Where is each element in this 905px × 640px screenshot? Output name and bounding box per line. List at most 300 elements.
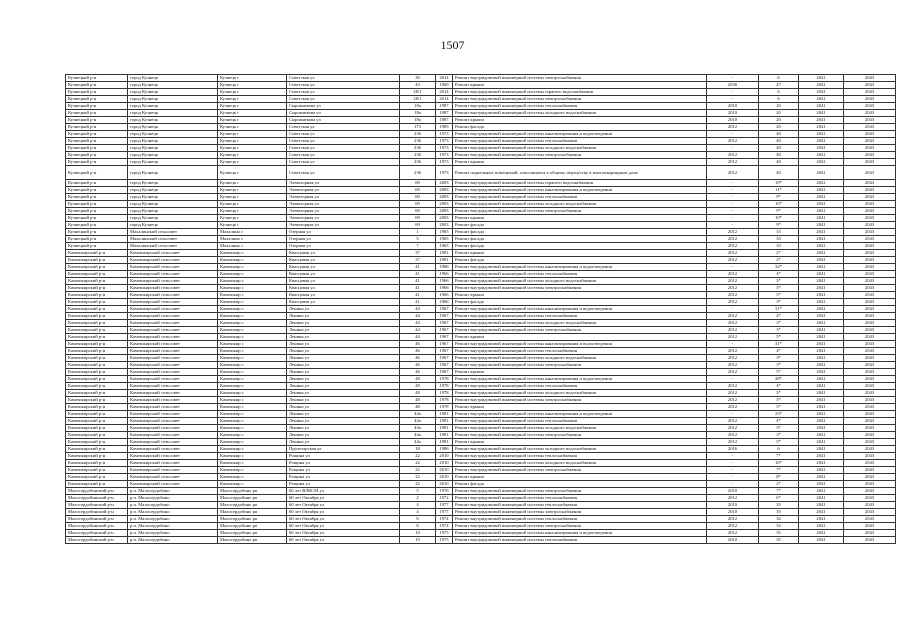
cell-year-built: 2014 [436,89,453,96]
cell-street: Советская ул [287,89,400,96]
cell-work-type: Ремонт внутридомовой инженерной системы холодного водоснабжения [453,390,707,397]
cell-year-built: 1966 [436,292,453,299]
cell-settlement: Камешкирский сельсовет [128,320,218,327]
cell-end-year: 2043 [844,446,896,453]
cell-locality: Камешкир с [218,362,287,369]
page-number: 1507 [440,38,465,52]
cell-start-year: 2041 [799,215,844,222]
cell-term: 10* [759,460,799,467]
table-row [66,327,896,334]
cell-end-year: 2043 [844,488,896,495]
cell-year-built: 1978 [436,397,453,404]
cell-cost: 2010 [707,502,759,509]
cell-cost: 2012 [707,523,759,530]
cell-cost: - [707,75,759,82]
table-row [66,446,896,453]
cell-settlement: Камешкирский сельсовет [128,348,218,355]
cell-start-year: 2041 [799,439,844,446]
cell-end-year: 2043 [844,236,896,243]
cell-street: Ленина ул [287,313,400,320]
cell-year-built: 1967 [436,306,453,313]
cell-year-built: 1973 [436,145,453,152]
cell-end-year: 2043 [844,474,896,481]
cell-end-year: 2043 [844,495,896,502]
cell-cost: 2012 [707,292,759,299]
cell-house: 44 [400,306,436,313]
cell-work-type: Ремонт внутридомовой инженерной системы теплоснабжения [453,383,707,390]
cell-street: Ленина ул [287,355,400,362]
cell-locality: Кузнецк г [218,75,287,82]
cell-street: Советская ул [287,138,400,145]
cell-settlement: город Кузнецк [128,201,218,208]
cell-house: 22 [400,481,436,488]
cell-cost: 2010 [707,117,759,124]
cell-locality: Малосердобино рп [218,488,287,495]
cell-cost: 2012 [707,404,759,411]
cell-street: Квасцовая ул [287,271,400,278]
cell-cost: - [707,131,759,138]
cell-district: Малосердобинский р-н [66,495,128,502]
cell-locality: Камешкир с [218,285,287,292]
cell-settlement: Махалинский сельсовет [128,229,218,236]
cell-year-built: 1966 [436,264,453,271]
cell-year-built: 1967 [436,362,453,369]
cell-end-year: 2043 [844,187,896,194]
cell-settlement: р.п. Малосердобино [128,523,218,530]
cell-work-type: Ремонт фасада [453,481,707,488]
cell-district: Камешкирский р-н [66,313,128,320]
cell-settlement: р.п. Малосердобино [128,537,218,544]
table-row [66,152,896,159]
cell-street: Ленина ул [287,418,400,425]
table-row [66,110,896,117]
cell-end-year: 2043 [844,537,896,544]
cell-house: 1 [400,229,436,236]
table-row [66,488,896,495]
cell-work-type: Ремонт крыши [453,292,707,299]
cell-end-year: 2043 [844,397,896,404]
cell-year-built: 1981 [436,439,453,446]
cell-settlement: город Кузнецк [128,152,218,159]
cell-settlement: Махалинский сельсовет [128,243,218,250]
cell-end-year: 2043 [844,341,896,348]
cell-street: Советская ул [287,96,400,103]
cell-house: 18 [400,446,436,453]
table-row [66,187,896,194]
cell-street: Ленина ул [287,306,400,313]
cell-settlement: город Кузнецк [128,103,218,110]
cell-cost: - [707,194,759,201]
cell-locality: Малосердобино рп [218,495,287,502]
cell-street: Рощина ул [287,481,400,488]
cell-start-year: 2041 [799,537,844,544]
cell-district: Камешкирский р-н [66,362,128,369]
cell-start-year: 2041 [799,348,844,355]
cell-term: 9* [759,208,799,215]
cell-year-built: 1986 [436,446,453,453]
cell-district: Камешкирский р-н [66,390,128,397]
cell-settlement: Камешкирский сельсовет [128,369,218,376]
cell-house: 37 [400,257,436,264]
cell-street: Ленина ул [287,320,400,327]
cell-work-type: Ремонт внутридомовой инженерной системы канализирования и водоотведения [453,341,707,348]
cell-year-built: 1967 [436,341,453,348]
cell-term: 6 [759,446,799,453]
cell-street: 60 лет ВЛКСМ ул [287,488,400,495]
cell-locality: Кузнецк г [218,103,287,110]
cell-end-year: 2043 [844,215,896,222]
cell-start-year: 2041 [799,299,844,306]
cell-end-year: 2043 [844,509,896,516]
cell-district: Малосердобинский р-н [66,488,128,495]
cell-term: 7* [759,488,799,495]
cell-work-type: Ремонт внутридомовой инженерной системы канализирования и водоотведения [453,411,707,418]
cell-street: Сыромяткова ул [287,110,400,117]
cell-district: Малосердобинский р-н [66,502,128,509]
table-row [66,516,896,523]
cell-house: 173 [400,124,436,131]
cell-settlement: Камешкирский сельсовет [128,306,218,313]
cell-street: 60 лет Октября ул [287,516,400,523]
cell-end-year: 2043 [844,502,896,509]
cell-end-year: 2043 [844,131,896,138]
cell-street: Элеваторная ул [287,222,400,229]
cell-term: 33 [759,243,799,250]
cell-end-year: 2043 [844,320,896,327]
cell-district: Кузнецкий р-н [66,166,128,180]
cell-district: Малосердобинский р-н [66,537,128,544]
cell-end-year: 2043 [844,222,896,229]
cell-end-year: 2043 [844,285,896,292]
cell-work-type: Ремонт внутридомовой инженерной системы канализирования и водоотведения [453,376,707,383]
cell-locality: Камешкир с [218,250,287,257]
cell-district: Камешкирский р-н [66,481,128,488]
cell-cost: 2012 [707,159,759,166]
cell-settlement: Камешкирский сельсовет [128,481,218,488]
cell-street: 60 лет Октября ул [287,523,400,530]
cell-district: Кузнецкий р-н [66,110,128,117]
cell-cost: 2012 [707,327,759,334]
cell-cost: - [707,411,759,418]
cell-house: 236 [400,131,436,138]
cell-end-year: 2043 [844,82,896,89]
cell-house: 22 [400,460,436,467]
cell-term: 32* [759,264,799,271]
table-row [66,243,896,250]
cell-street: Советская ул [287,124,400,131]
cell-term: 3* [759,362,799,369]
cell-street: Ленина ул [287,404,400,411]
cell-start-year: 2041 [799,488,844,495]
table-row [66,418,896,425]
cell-year-built: 1978 [436,390,453,397]
cell-district: Камешкирский р-н [66,306,128,313]
cell-house: 69 [400,187,436,194]
cell-start-year: 2041 [799,229,844,236]
cell-cost: 2012 [707,138,759,145]
cell-start-year: 2041 [799,502,844,509]
cell-locality: Кузнецк г [218,145,287,152]
cell-locality: Кузнецк г [218,89,287,96]
cell-start-year: 2041 [799,138,844,145]
cell-year-built: 1976 [436,488,453,495]
cell-start-year: 2041 [799,187,844,194]
cell-settlement: Камешкирский сельсовет [128,383,218,390]
table-row [66,194,896,201]
cell-start-year: 2041 [799,257,844,264]
cell-cost: 2010 [707,509,759,516]
cell-start-year: 2041 [799,208,844,215]
cell-work-type: Ремонт внутридомовой инженерной системы холодного водоснабжения [453,320,707,327]
cell-cost: - [707,341,759,348]
cell-work-type: Ремонт фасада [453,299,707,306]
cell-cost: 2012 [707,348,759,355]
cell-term: 4* [759,418,799,425]
cell-start-year: 2041 [799,236,844,243]
cell-start-year: 2041 [799,96,844,103]
cell-work-type: Ремонт внутридомовой инженерной системы холодного водоснабжения [453,355,707,362]
cell-work-type: Ремонт внутридомовой инженерной системы канализирования и водоотведения [453,530,707,537]
cell-end-year: 2043 [844,467,896,474]
cell-end-year: 2043 [844,418,896,425]
cell-house: 69 [400,208,436,215]
cell-year-built: 2014 [436,96,453,103]
cell-district: Кузнецкий р-н [66,208,128,215]
cell-work-type: Ремонт внутридомовой инженерной системы электроснабжения [453,96,707,103]
cell-house: 5 [400,236,436,243]
cell-year-built: 1985 [436,124,453,131]
cell-work-type: Ремонт внутридомовой инженерной системы горячего водоснабжения [453,180,707,187]
cell-end-year: 2043 [844,257,896,264]
cell-district: Кузнецкий р-н [66,236,128,243]
cell-locality: Камешкир с [218,376,287,383]
cell-district: Кузнецкий р-н [66,75,128,82]
table-row [66,82,896,89]
cell-settlement: город Кузнецк [128,89,218,96]
cell-start-year: 2041 [799,250,844,257]
cell-year-built: 1965 [436,229,453,236]
cell-year-built: 1965 [436,243,453,250]
cell-house: 236 [400,159,436,166]
cell-settlement: город Кузнецк [128,117,218,124]
cell-settlement: Камешкирский сельсовет [128,467,218,474]
cell-house: 48 [400,376,436,383]
cell-work-type: Ремонт внутридомовой инженерной системы канализирования и водоотведения [453,187,707,194]
cell-house: 41 [400,285,436,292]
cell-settlement: город Кузнецк [128,222,218,229]
cell-end-year: 2043 [844,145,896,152]
cell-district: Кузнецкий р-н [66,96,128,103]
cell-district: Кузнецкий р-н [66,243,128,250]
cell-locality: Кузнецк г [218,187,287,194]
cell-term: 8* [759,474,799,481]
cell-district: Камешкирский р-н [66,383,128,390]
table-row [66,495,896,502]
cell-start-year: 2041 [799,495,844,502]
cell-locality: Камешкир с [218,306,287,313]
cell-district: Кузнецкий р-н [66,124,128,131]
cell-settlement: Камешкирский сельсовет [128,327,218,334]
cell-end-year: 2043 [844,110,896,117]
table-row [66,285,896,292]
cell-house: 22 [400,453,436,460]
cell-term: 3* [759,425,799,432]
cell-locality: Камешкир с [218,404,287,411]
cell-cost: - [707,208,759,215]
cell-cost: 2012 [707,299,759,306]
cell-street: Квасцовая ул [287,257,400,264]
cell-end-year: 2043 [844,481,896,488]
cell-end-year: 2043 [844,243,896,250]
cell-cost: - [707,474,759,481]
table-row [66,474,896,481]
cell-start-year: 2041 [799,75,844,82]
cell-district: Камешкирский р-н [66,299,128,306]
cell-street: Советская ул [287,145,400,152]
cell-settlement: город Кузнецк [128,159,218,166]
cell-start-year: 2041 [799,523,844,530]
cell-year-built: 1966 [436,299,453,306]
cell-locality: Малосердобино рп [218,516,287,523]
table-row [66,222,896,229]
cell-work-type: Ремонт внутридомовой инженерной системы теплоснабжения [453,313,707,320]
cell-start-year: 2041 [799,411,844,418]
cell-locality: Камешкир с [218,411,287,418]
cell-end-year: 2043 [844,117,896,124]
cell-work-type: Ремонт крыши [453,404,707,411]
cell-cost: 2012 [707,124,759,131]
cell-locality: Кузнецк г [218,180,287,187]
cell-end-year: 2043 [844,166,896,180]
cell-work-type: Ремонт внутридомовой инженерной системы электроснабжения [453,327,707,334]
cell-start-year: 2041 [799,418,844,425]
cell-house: 46 [400,355,436,362]
cell-term: 31* [759,306,799,313]
cell-locality: Кузнецк г [218,124,287,131]
cell-year-built: 2014 [436,75,453,82]
cell-district: Камешкирский р-н [66,257,128,264]
cell-start-year: 2041 [799,453,844,460]
cell-locality: Камешкир с [218,257,287,264]
cell-cost: - [707,96,759,103]
cell-house: 44а [400,425,436,432]
cell-cost: - [707,306,759,313]
table-row [66,383,896,390]
cell-work-type: Ремонт фасада [453,222,707,229]
cell-settlement: город Кузнецк [128,96,218,103]
cell-year-built: 1977 [436,502,453,509]
cell-end-year: 2043 [844,271,896,278]
cell-house: 44 [400,320,436,327]
cell-house: 10 [400,537,436,544]
cell-cost: - [707,145,759,152]
table-row [66,131,896,138]
cell-district: Камешкирский р-н [66,341,128,348]
cell-term: 6 [759,75,799,82]
cell-street: Ленина ул [287,390,400,397]
cell-locality: Кузнецк г [218,138,287,145]
cell-street: Советская ул [287,152,400,159]
cell-settlement: город Кузнецк [128,82,218,89]
cell-street: 60 лет Октября ул [287,530,400,537]
cell-street: Озерная ул [287,243,400,250]
cell-work-type: Ремонт внутридомовой инженерной системы электроснабжения [453,432,707,439]
table-row [66,355,896,362]
cell-cost: 2012 [707,250,759,257]
cell-start-year: 2041 [799,509,844,516]
cell-district: Кузнецкий р-н [66,131,128,138]
cell-term: 35 [759,502,799,509]
cell-work-type: Ремонт внутридомовой инженерной системы теплоснабжения [453,418,707,425]
cell-cost: 2012 [707,334,759,341]
cell-settlement: Камешкирский сельсовет [128,453,218,460]
cell-locality: Малосердобино рп [218,502,287,509]
cell-year-built: 2003 [436,222,453,229]
cell-term: 40 [759,166,799,180]
cell-cost: 2010 [707,103,759,110]
cell-district: Камешкирский р-н [66,418,128,425]
cell-cost: - [707,453,759,460]
cell-locality: Кузнецк г [218,222,287,229]
cell-term: 5* [759,369,799,376]
cell-settlement: Камешкирский сельсовет [128,418,218,425]
cell-house: 69 [400,194,436,201]
cell-term: 31* [759,341,799,348]
cell-locality: Камешкир с [218,348,287,355]
table-body [66,75,896,544]
cell-settlement: Камешкирский сельсовет [128,439,218,446]
cell-settlement: Камешкирский сельсовет [128,285,218,292]
cell-district: Кузнецкий р-н [66,180,128,187]
cell-cost: 2012 [707,320,759,327]
cell-cost: 2012 [707,362,759,369]
cell-work-type: Ремонт фасада [453,236,707,243]
cell-cost: 2012 [707,495,759,502]
cell-district: Камешкирский р-н [66,460,128,467]
cell-term: 33 [759,229,799,236]
cell-street: Ленина ул [287,411,400,418]
cell-district: Малосердобинский р-н [66,523,128,530]
cell-cost: 2012 [707,432,759,439]
cell-work-type: Ремонт внутридомовой инженерной системы теплоснабжения [453,537,707,544]
cell-house: 22 [400,474,436,481]
cell-cost: - [707,215,759,222]
cell-street: Пролетарская ул [287,446,400,453]
table-row [66,278,896,285]
cell-district: Кузнецкий р-н [66,152,128,159]
cell-house: 44а [400,411,436,418]
cell-end-year: 2043 [844,523,896,530]
cell-start-year: 2041 [799,341,844,348]
cell-year-built: 1978 [436,383,453,390]
cell-year-built: 1974 [436,516,453,523]
cell-locality: Кузнецк г [218,82,287,89]
cell-house: 7 [400,243,436,250]
cell-term: 6* [759,495,799,502]
cell-street: Ленина ул [287,439,400,446]
cell-end-year: 2043 [844,229,896,236]
cell-year-built: 1973 [436,131,453,138]
cell-term: 23* [759,411,799,418]
cell-end-year: 2043 [844,278,896,285]
cell-street: Элеваторная ул [287,215,400,222]
cell-term: 10* [759,201,799,208]
table-row [66,271,896,278]
cell-work-type: Ремонт внутридомовой инженерной системы электроснабжения [453,208,707,215]
cell-settlement: город Кузнецк [128,208,218,215]
table-row [66,397,896,404]
cell-work-type: Ремонт внутридомовой инженерной системы теплоснабжения [453,502,707,509]
